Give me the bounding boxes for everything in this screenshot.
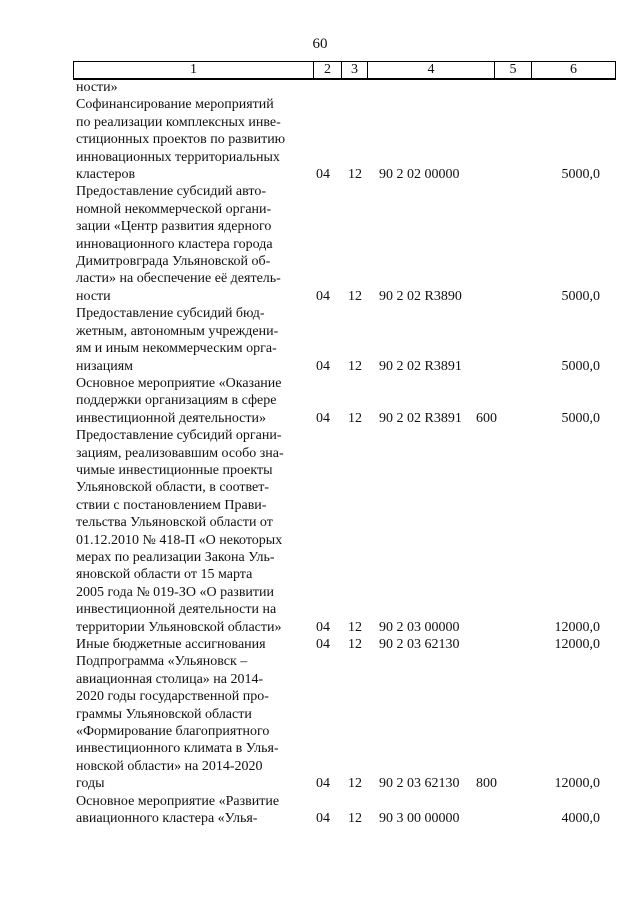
- description-line: ности: [76, 288, 111, 304]
- description-line: чимые инвестиционные проекты: [76, 462, 273, 478]
- description-line: годы: [76, 776, 105, 792]
- description-line: мерах по реализации Закона Уль-: [76, 549, 275, 565]
- subsection-code: 12: [348, 167, 362, 183]
- description-line: граммы Ульяновской области: [76, 706, 252, 722]
- description-line: номной некоммерческой органи-: [76, 201, 272, 217]
- description-line: 2020 годы государственной про-: [76, 689, 269, 705]
- row-codes: [0, 775, 640, 792]
- page-number: 60: [312, 36, 328, 52]
- amount: 4000,0: [561, 811, 600, 827]
- description-line: ласти» на обеспечение её деятель-: [76, 271, 281, 287]
- description-line: поддержки организациям в сфере: [76, 393, 277, 409]
- table-row: [0, 305, 640, 375]
- section-code: 04: [316, 637, 330, 653]
- description-line: авиационная столица» на 2014-: [76, 671, 264, 687]
- target-article-code: 90 2 02 00000: [379, 167, 460, 183]
- row-description: [76, 427, 302, 636]
- description-line: новской области» на 2014-2020: [76, 758, 263, 774]
- target-article-code: 90 2 03 62130: [379, 637, 460, 653]
- header-col-5: 5: [495, 62, 532, 78]
- description-line: «Формирование благоприятного: [76, 724, 270, 740]
- section-code: 04: [316, 288, 330, 304]
- table-row: [0, 183, 640, 305]
- description-line: инвестиционного климата в Улья-: [76, 741, 279, 757]
- row-codes: [0, 358, 640, 375]
- target-article-code: 90 2 02 R3890: [379, 288, 462, 304]
- table-body: [0, 79, 640, 827]
- expense-type-code: 800: [476, 776, 497, 792]
- row-codes: [0, 288, 640, 305]
- section-code: 04: [316, 619, 330, 635]
- description-line: инновационного кластера города: [76, 236, 273, 252]
- table-row: [0, 793, 640, 828]
- row-description: [76, 653, 302, 792]
- amount: 5000,0: [561, 167, 600, 183]
- table-row: [0, 427, 640, 636]
- description-line: Основное мероприятие «Оказание: [76, 375, 282, 391]
- amount: 12000,0: [554, 776, 600, 792]
- subsection-code: 12: [348, 637, 362, 653]
- table-row: [0, 96, 640, 183]
- description-line: жетным, автономным учреждени-: [76, 323, 279, 339]
- description-line: тельства Ульяновской области от: [76, 515, 273, 531]
- description-line: стиционных проектов по развитию: [76, 132, 286, 148]
- description-line: Софинансирование мероприятий: [76, 97, 274, 113]
- amount: 5000,0: [561, 288, 600, 304]
- amount: 5000,0: [561, 410, 600, 426]
- expense-type-code: 600: [476, 410, 497, 426]
- table-row: [0, 653, 640, 792]
- table-header: [73, 61, 616, 80]
- amount: 5000,0: [561, 358, 600, 374]
- target-article-code: 90 2 03 00000: [379, 619, 460, 635]
- target-article-code: 90 2 02 R3891: [379, 410, 462, 426]
- row-codes: [0, 636, 640, 653]
- amount: 12000,0: [554, 637, 600, 653]
- table-row: [0, 79, 640, 96]
- subsection-code: 12: [348, 776, 362, 792]
- header-col-6: 6: [570, 62, 577, 77]
- description-line: 01.12.2010 № 418-П «О некоторых: [76, 532, 283, 548]
- description-line: Предоставление субсидий авто-: [76, 184, 267, 200]
- description-line: ности»: [76, 80, 118, 95]
- subsection-code: 12: [348, 410, 362, 426]
- description-line: Иные бюджетные ассигнования: [76, 637, 266, 652]
- subsection-code: 12: [348, 619, 362, 635]
- description-line: 2005 года № 019-ЗО «О развитии: [76, 584, 275, 600]
- section-code: 04: [316, 358, 330, 374]
- table-row: [0, 636, 640, 653]
- header-col-4: 4: [368, 62, 495, 78]
- description-line: зациям, реализовавшим особо зна-: [76, 445, 284, 461]
- description-line: кластеров: [76, 167, 136, 183]
- description-line: Димитровграда Ульяновской об-: [76, 254, 271, 270]
- description-line: низациям: [76, 358, 134, 374]
- description-line: Основное мероприятие «Развитие: [76, 793, 280, 809]
- description-line: яновской области от 15 марта: [76, 567, 253, 583]
- section-code: 04: [316, 167, 330, 183]
- description-line: по реализации комплексных инве-: [76, 114, 281, 130]
- description-line: инвестиционной деятельности на: [76, 602, 277, 618]
- table-row: [0, 375, 640, 427]
- target-article-code: 90 2 03 62130: [379, 776, 460, 792]
- row-codes: [0, 619, 640, 636]
- description-line: авиационного кластера «Улья-: [76, 811, 258, 827]
- section-code: 04: [316, 811, 330, 827]
- target-article-code: 90 2 02 R3891: [379, 358, 462, 374]
- target-article-code: 90 3 00 00000: [379, 811, 460, 827]
- description-line: Предоставление субсидий бюд-: [76, 306, 265, 322]
- row-codes: [0, 166, 640, 183]
- description-line: ям и иным некоммерческим орга-: [76, 341, 277, 357]
- row-description: [76, 79, 302, 96]
- description-line: Подпрограмма «Ульяновск –: [76, 654, 248, 670]
- row-codes: [0, 810, 640, 827]
- description-line: инвестиционной деятельности»: [76, 410, 267, 426]
- subsection-code: 12: [348, 358, 362, 374]
- description-line: инновационных территориальных: [76, 149, 280, 165]
- description-line: ствии с постановлением Прави-: [76, 497, 267, 513]
- description-line: зации «Центр развития ядерного: [76, 219, 272, 235]
- header-col-3: 3: [342, 62, 368, 78]
- row-codes: [0, 410, 640, 427]
- section-code: 04: [316, 776, 330, 792]
- section-code: 04: [316, 410, 330, 426]
- description-line: территории Ульяновской области»: [76, 619, 282, 635]
- amount: 12000,0: [554, 619, 600, 635]
- header-col-2: 2: [314, 62, 342, 78]
- subsection-code: 12: [348, 288, 362, 304]
- header-col-1: 1: [74, 62, 314, 78]
- description-line: Ульяновской области, в соответ-: [76, 480, 270, 496]
- subsection-code: 12: [348, 811, 362, 827]
- description-line: Предоставление субсидий органи-: [76, 428, 282, 444]
